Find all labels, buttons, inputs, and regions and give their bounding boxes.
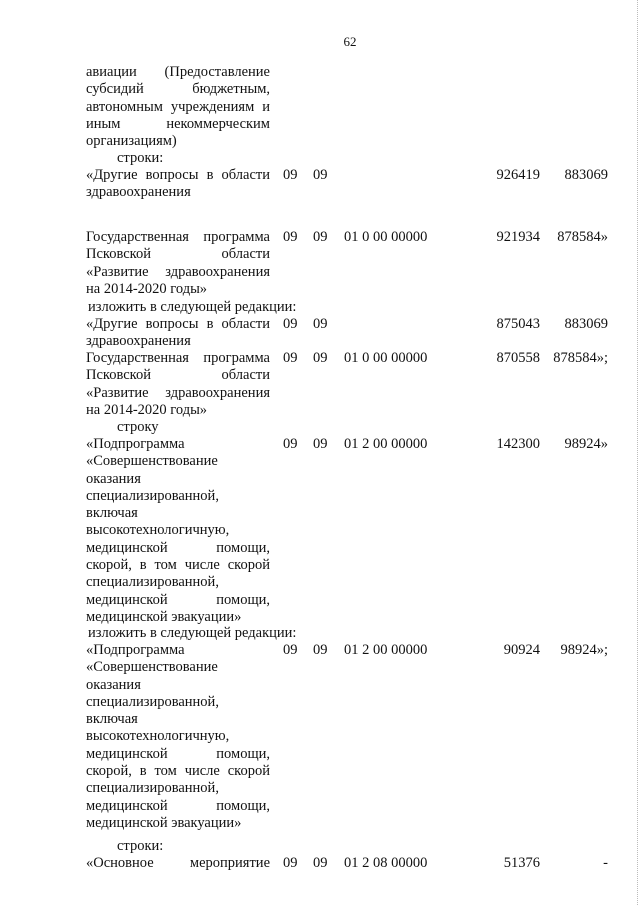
description-line: субсидий бюджетным, (86, 81, 270, 98)
target-article-code: 01 0 00 00000 (344, 350, 428, 366)
description-line: специализированной, (86, 693, 219, 710)
description-line: оказания (86, 470, 141, 487)
description-line: «Развитие здравоохранения (86, 384, 270, 401)
subsection-code: 09 (313, 350, 328, 366)
subsection-code: 09 (313, 855, 328, 871)
amount-year-2: 98924»; (560, 642, 608, 658)
description-line: на 2014-2020 годы» (86, 280, 208, 297)
section-code: 09 (283, 316, 298, 332)
description-line: здравоохранения (86, 333, 191, 350)
amount-year-1: 875043 (496, 316, 540, 332)
description-line: скорой, в том числе скорой (86, 763, 270, 780)
section-code: 09 (283, 855, 298, 871)
row-description (86, 229, 270, 298)
amount-year-1: 90924 (503, 642, 540, 658)
description-line: организациям) (86, 133, 177, 150)
description-line: «Основное мероприятие (86, 855, 270, 871)
row-description (86, 855, 270, 872)
section-code: 09 (283, 167, 298, 183)
subsection-code: 09 (313, 436, 328, 452)
description-line: специализированной, (86, 574, 219, 591)
target-article-code: 01 2 08 00000 (344, 855, 428, 871)
target-article-code: 01 2 00 00000 (344, 642, 428, 658)
page-number: 62 (343, 34, 357, 49)
scan-edge-divider (636, 0, 638, 905)
description-line: автономным учреждениям и (86, 98, 270, 115)
description-line: Государственная программа (86, 229, 270, 245)
section-code: 09 (283, 229, 298, 245)
description-line: включая (86, 711, 138, 728)
amendment-note: строку (117, 419, 159, 435)
amount-year-1: 921934 (496, 229, 540, 245)
target-article-code: 01 0 00 00000 (344, 229, 428, 245)
amount-year-2: 98924» (564, 436, 608, 452)
amount-year-2: 883069 (564, 316, 608, 332)
amount-year-1: 142300 (496, 436, 540, 452)
amount-year-2: - (603, 855, 608, 871)
row-description (86, 436, 270, 626)
description-line: скорой, в том числе скорой (86, 557, 270, 574)
description-line: медицинской помощи, (86, 745, 270, 762)
description-line: иным некоммерческим (86, 115, 270, 132)
description-line: оказания (86, 676, 141, 693)
amount-year-1: 926419 (496, 167, 540, 183)
row-description (86, 350, 270, 419)
amendment-note: изложить в следующей редакции: (88, 625, 297, 641)
amendment-note: строки: (117, 150, 164, 166)
section-code: 09 (283, 350, 298, 366)
amendment-note: изложить в следующей редакции: (88, 299, 297, 315)
description-line: медицинской эвакуации» (86, 814, 242, 831)
description-line: медицинской эвакуации» (86, 608, 242, 625)
description-line: «Совершенствование (86, 659, 218, 676)
description-line: авиации (Предоставление (86, 64, 270, 80)
amount-year-2: 878584» (557, 229, 608, 245)
amount-year-2: 883069 (564, 167, 608, 183)
section-code: 09 (283, 436, 298, 452)
description-line: специализированной, (86, 487, 219, 504)
description-line: высокотехнологичную, (86, 728, 230, 745)
row-description (86, 64, 270, 150)
row-description (86, 167, 270, 202)
subsection-code: 09 (313, 229, 328, 245)
description-line: Псковской области (86, 246, 270, 263)
description-line: высокотехнологичную, (86, 522, 230, 539)
description-line: «Другие вопросы в области (86, 316, 270, 332)
amount-year-1: 870558 (496, 350, 540, 366)
subsection-code: 09 (313, 642, 328, 658)
amount-year-2: 878584»; (553, 350, 608, 366)
target-article-code: 01 2 00 00000 (344, 436, 428, 452)
description-line: «Другие вопросы в области (86, 167, 270, 183)
section-code: 09 (283, 642, 298, 658)
description-line: специализированной, (86, 780, 219, 797)
description-line: здравоохранения (86, 184, 191, 201)
description-line: медицинской помощи, (86, 797, 270, 814)
description-line: «Подпрограмма (86, 436, 185, 452)
description-line: «Развитие здравоохранения (86, 263, 270, 280)
description-line: на 2014-2020 годы» (86, 401, 208, 418)
amendment-note: строки: (117, 838, 164, 854)
description-line: «Совершенствование (86, 453, 218, 470)
description-line: медицинской помощи, (86, 539, 270, 556)
description-line: Псковской области (86, 367, 270, 384)
description-line: включая (86, 505, 138, 522)
amount-year-1: 51376 (503, 855, 540, 871)
description-line: Государственная программа (86, 350, 270, 366)
description-line: медицинской помощи, (86, 591, 270, 608)
row-description (86, 316, 270, 351)
subsection-code: 09 (313, 167, 328, 183)
row-description (86, 642, 270, 832)
description-line: «Подпрограмма (86, 642, 185, 658)
subsection-code: 09 (313, 316, 328, 332)
